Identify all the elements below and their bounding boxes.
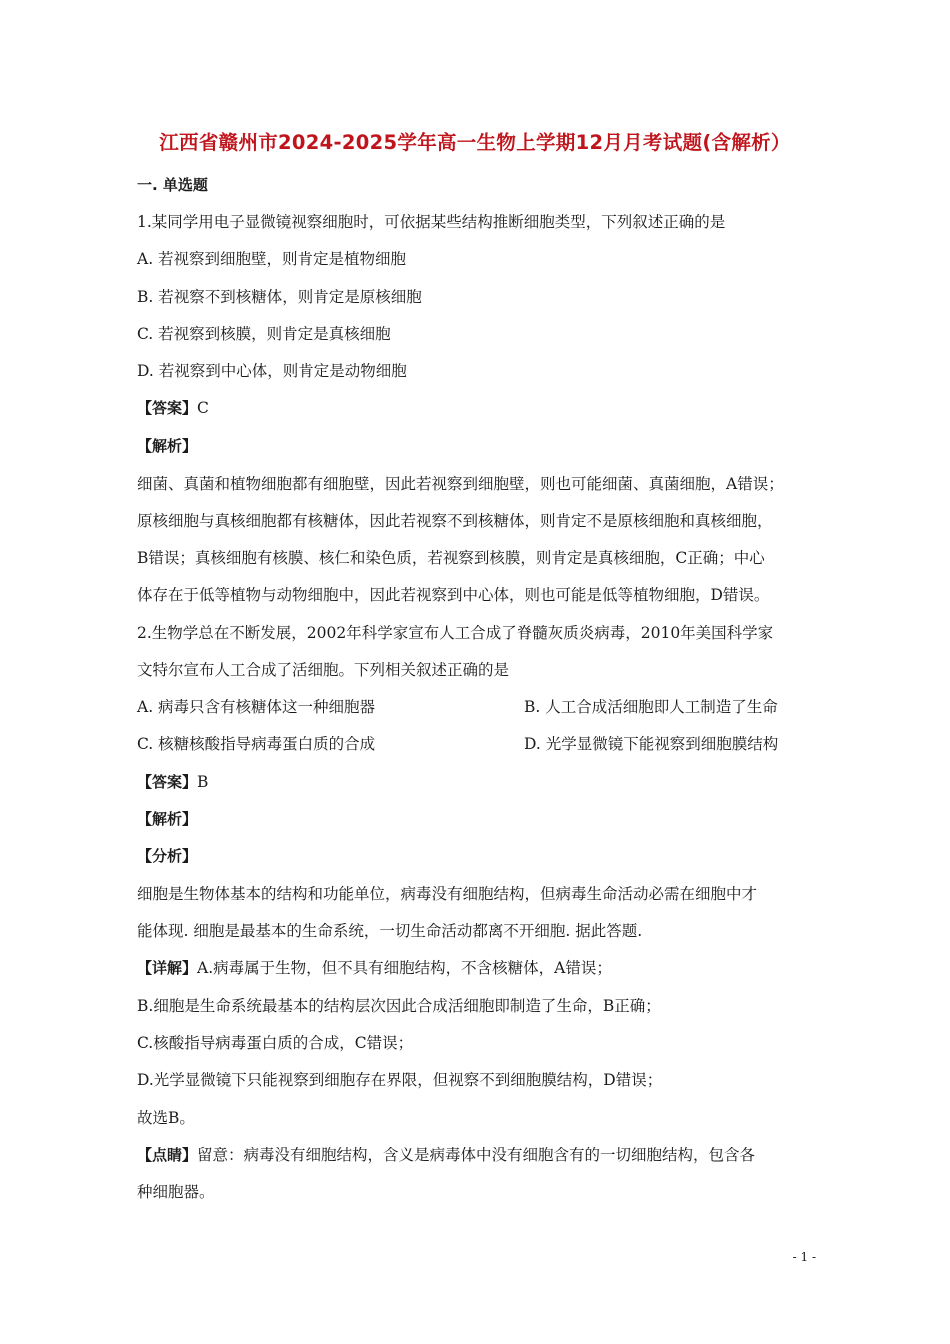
q1-option-a: A. 若视察到细胞壁，则肯定是植物细胞 <box>137 250 407 268</box>
q1-analysis-label: 【解析】 <box>137 437 198 455</box>
q1-analysis-line: 体存在于低等植物与动物细胞中，因此若视察到中心体，则也可能是低等植物细胞，D错误。 <box>137 586 770 604</box>
q2-option-c: C. 核糖核酸指导病毒蛋白质的合成 <box>137 735 376 753</box>
q1-analysis-line: 原核细胞与真核细胞都有核糖体，因此若视察不到核糖体，则肯定不是原核细胞和真核细胞， <box>137 512 773 530</box>
q2-analysis-label: 【解析】 <box>137 810 198 828</box>
q2-detail-line: B.细胞是生命系统最基本的结构层次因此合成活细胞即制造了生命，B正确； <box>137 997 661 1015</box>
q2-comment-label: 【点睛】 <box>137 1146 198 1164</box>
q2-stem-line: 文特尔宣布人工合成了活细胞。下列相关叙述正确的是 <box>137 661 510 679</box>
q2-fenxi-label: 【分析】 <box>137 847 198 865</box>
q1-answer-value: C <box>197 399 209 417</box>
q2-answer-label: 【答案】 <box>137 773 198 791</box>
q1-answer <box>137 397 209 419</box>
q2-fenxi-line: 细胞是生物体基本的结构和功能单位，病毒没有细胞结构，但病毒生命活动必需在细胞中才 <box>137 885 758 903</box>
q2-option-d: D. 光学显微镜下能视察到细胞膜结构 <box>524 735 779 753</box>
q2-detail-line: D.光学显微镜下只能视察到细胞存在界限，但视察不到细胞膜结构，D错误； <box>137 1071 663 1089</box>
q2-detail-first <box>137 957 612 979</box>
q2-option-a: A. 病毒只含有核糖体这一种细胞器 <box>137 698 376 716</box>
q2-detail-label: 【详解】 <box>137 959 198 977</box>
q2-detail-line: C.核酸指导病毒蛋白质的合成，C错误； <box>137 1034 414 1052</box>
q2-option-b: B. 人工合成活细胞即人工制造了生命 <box>524 698 778 716</box>
q2-detail-line: 故选B。 <box>137 1109 195 1127</box>
q2-answer <box>137 771 208 793</box>
q1-stem: 1.某同学用电子显微镜视察细胞时，可依据某些结构推断细胞类型，下列叙述正确的是 <box>137 213 726 231</box>
q2-stem-line: 2.生物学总在不断发展，2002年科学家宣布人工合成了脊髓灰质炎病毒，2010年美国科学家 <box>137 624 774 642</box>
q2-answer-value: B <box>197 773 209 791</box>
section-heading: 一. 单选题 <box>137 176 208 194</box>
q1-option-c: C. 若视察到核膜，则肯定是真核细胞 <box>137 325 391 343</box>
q2-fenxi-line: 能体现. 细胞是最基本的生命系统，一切生命活动都离不开细胞. 据此答题. <box>137 922 643 940</box>
q1-analysis-line: B错误；真核细胞有核膜、核仁和染色质，若视察到核膜，则肯定是真核细胞，C正确；中心 <box>137 549 765 567</box>
q2-comment-second: 种细胞器。 <box>137 1183 215 1201</box>
q2-detail-text: A.病毒属于生物，但不具有细胞结构，不含核糖体，A错误； <box>197 959 612 977</box>
document-title: 江西省赣州市2024-2025学年高一生物上学期12月月考试题(含解析） <box>159 131 791 154</box>
q1-analysis-line: 细菌、真菌和植物细胞都有细胞壁，因此若视察到细胞壁，则也可能细菌、真菌细胞，A错误； <box>137 475 784 493</box>
q2-comment-first <box>137 1144 755 1166</box>
q1-option-b: B. 若视察不到核糖体，则肯定是原核细胞 <box>137 288 422 306</box>
page-number: - 1 - <box>792 1250 816 1264</box>
q1-answer-label: 【答案】 <box>137 399 198 417</box>
q2-comment-text: 留意：病毒没有细胞结构，含义是病毒体中没有细胞含有的一切细胞结构，包含各 <box>197 1146 756 1164</box>
q1-option-d: D. 若视察到中心体，则肯定是动物细胞 <box>137 362 407 380</box>
